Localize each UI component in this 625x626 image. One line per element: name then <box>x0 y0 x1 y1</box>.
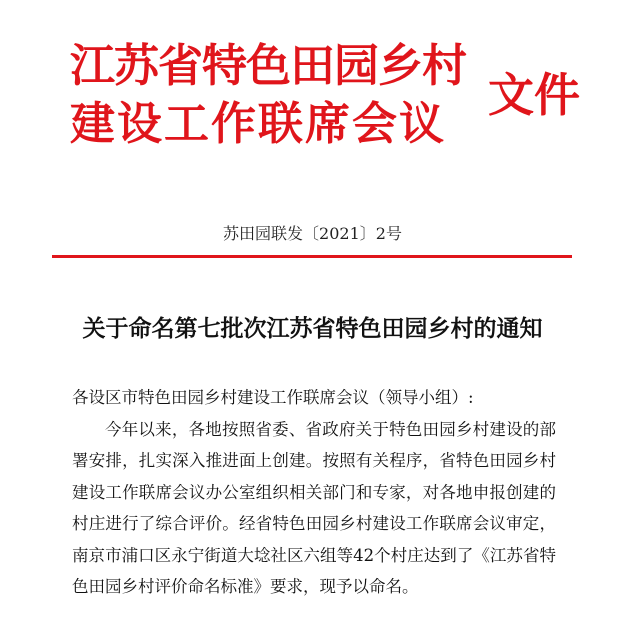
issuing-org-line-2: 建设工作联席会议 <box>70 97 447 150</box>
document-header <box>70 38 590 156</box>
issuing-org-line-1: 江苏省特色田园乡村 <box>70 39 467 92</box>
notice-title: 关于命名第七批次江苏省特色田园乡村的通知 <box>82 315 543 342</box>
document-word: 文件 <box>488 68 580 122</box>
body-paragraph: 今年以来，各地按照省委、省政府关于特色田园乡村建设的部署安排，扎实深入推进面上创建。按照有关程序，省特色田园乡村建设工作联席会议办公室组织相关部门和专家，对各地申报创建的村庄进行了综合评价。经省特色田园乡村建设工作联席会议审定，南京市浦口区永宁街道大埝社区六组等42个村庄达到了《江苏省特色田园乡村评价命名标准》要求，现予以命名。 <box>72 419 556 596</box>
salutation: 各设区市特色田园乡村建设工作联席会议（领导小组）: <box>72 388 474 407</box>
notice-body <box>72 382 556 603</box>
document-number: 苏田园联发〔2021〕2号 <box>223 224 402 243</box>
red-divider <box>52 255 572 258</box>
